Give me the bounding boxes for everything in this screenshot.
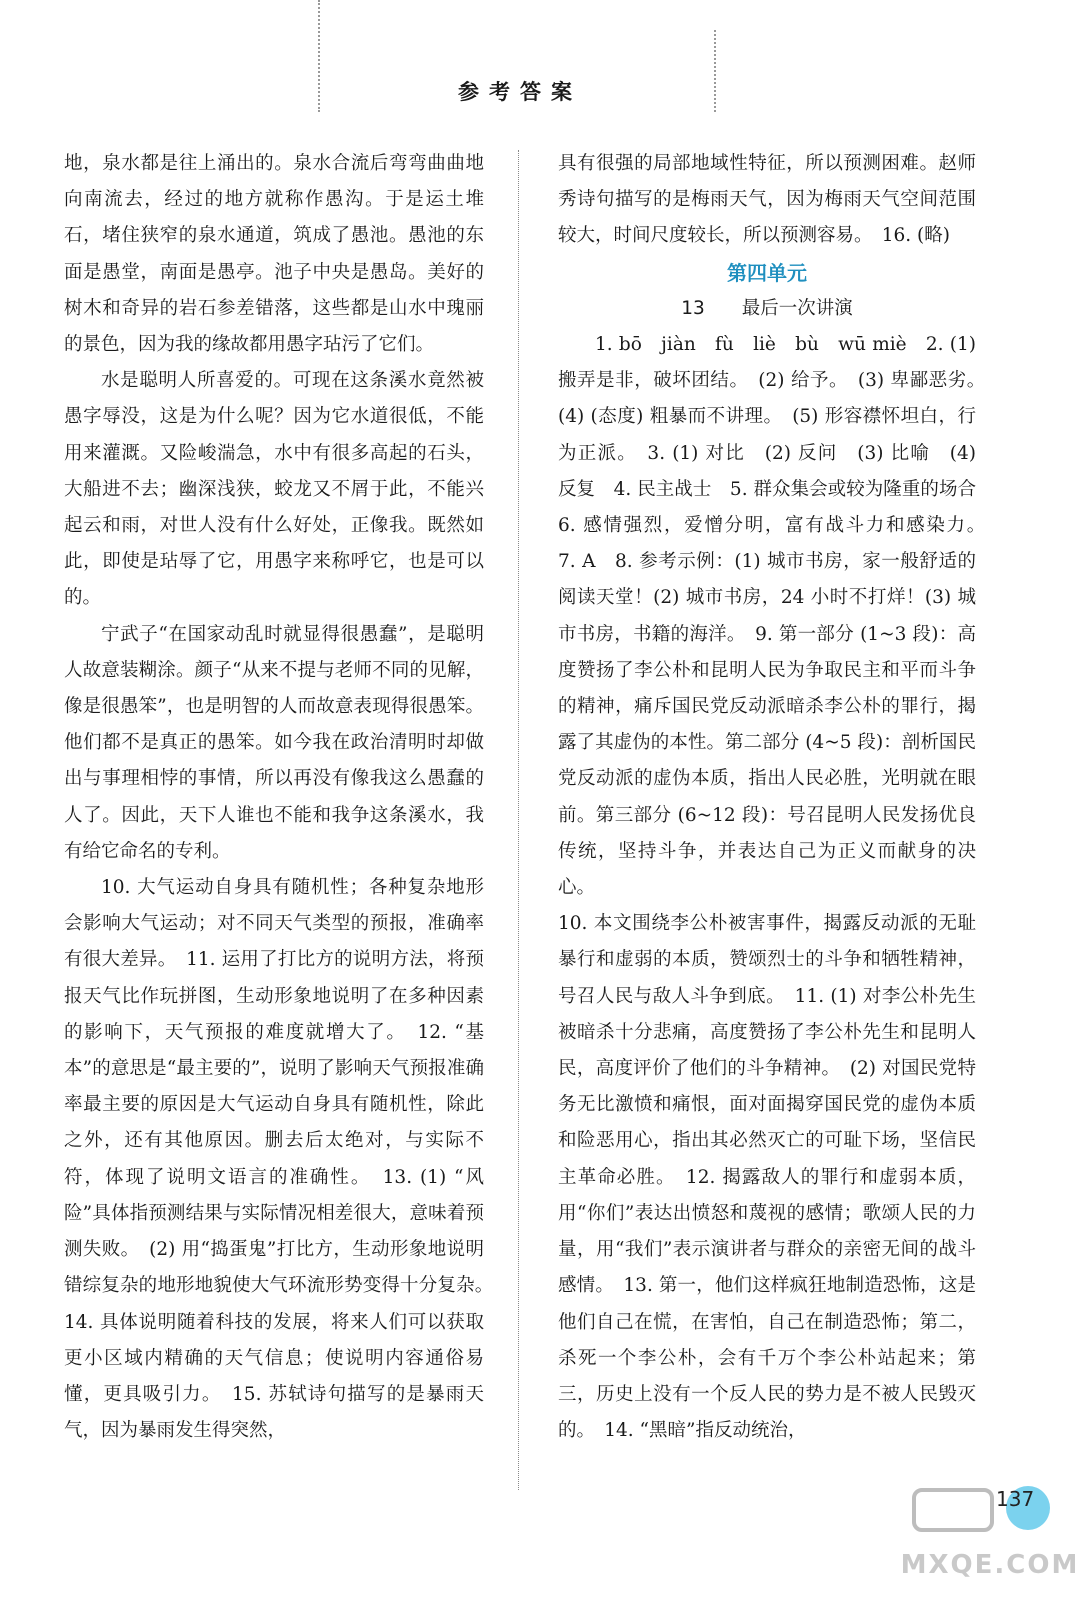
right-paragraph-2: 10. 本文围绕李公朴被害事件，揭露反动派的无耻暴行和虚弱的本质，赞颂烈士的斗争和牺牲精神，号召人民与敌人斗争到底。 11. (1) 对李公朴先生被暗杀十分悲痛，高度赞扬了李公朴先生和昆明人民，高度评价了他们的斗争精神。 (2) 对国民党特务无比激愤和痛恨，面对面揭穿国民党的虚伪本质和险恶用心，指出其必然灭亡的可耻下场，坚信民主革命必胜。 12. 揭露敌人的罪行和虚弱本质，用“你们”表达出愤怒和蔑视的感情；歌颂人民的力量，用“我们”表示演讲者与群众的亲密无间的战斗感情。 13. 第一，他们这样疯狂地制造恐怖，这是他们自己在慌，在害怕，自己在制造恐怖；第二，杀死一个李公朴，会有千万个李公朴站起来；第三，历史上没有一个反人民的势力是不被人民毁灭的。 14. “黑暗”指反动统治， — [558, 913, 976, 1442]
right-paragraph-1: 1. bō jiàn fù liè bù wū miè 2. (1) 搬弄是非，破坏团结。 (2) 给予。 (3) 卑鄙恶劣。 (4) (态度) 粗暴而不讲理。 (5) 形容襟怀坦白，行为正派。 3. (1) 对比 (2) 反问 (3) 比喻 (4) 反复 4. 民主战士 5. 群众集会或较为隆重的场合 6. 感情强烈，爱憎分明，富有战斗力和感染力。 7. A 8. 参考示例：(1) 城市书房，家一般舒适的阅读天堂！(2) 城市书房，24 小时不打烊！(3) 城市书房，书籍的海洋。 9. 第一部分 (1~3 段)：高度赞扬了李公朴和昆明人民为争取民主和平而斗争的精神，痛斥国民党反动派暗杀李公朴的罪行，揭露了其虚伪的本性。第二部分 (4~5 段)：剖析国民党反动派的虚伪本质，指出人民必胜，光明就在眼前。第三部分 (6~12 段)：号召昆明人民发扬优良传统，坚持斗争，并表达自己为正义而献身的决心。 — [558, 334, 995, 899]
left-column — [64, 146, 503, 1449]
watermark — [900, 1478, 1080, 1593]
left-paragraph-4: 10. 大气运动自身具有随机性；各种复杂地形会影响大气运动；对不同天气类型的预报，准确率有很大差异。 11. 运用了打比方的说明方法，将预报天气比作玩拼图，生动形象地说明了在多种因素的影响下，天气预报的难度就增大了。 12. “基本”的意思是“最主要的”，说明了影响天气预报准确率最主要的原因是大气运动自身具有随机性，除此之外，还有其他原因。删去后太绝对，与实际不符，体现了说明文语言的准确性。 13. (1) “风险”具体指预测结果与实际情况相差很大，意味着预测失败。 (2) 用“捣蛋鬼”打比方，生动形象地说明错综复杂的地形地貌使大气环流形势变得十分复杂。 14. 具体说明随着科技的发展，将来人们可以获取更小区域内精确的天气信息；使说明内容通俗易懂，更具吸引力。 15. 苏轼诗句描写的是暴雨天气，因为暴雨发生得突然， — [64, 877, 503, 1442]
left-paragraph-1: 地，泉水都是往上涌出的。泉水合流后弯弯曲曲地向南流去，经过的地方就称作愚沟。于是运土堆石，堵住狭窄的泉水通道，筑成了愚池。愚池的东面是愚堂，南面是愚亭。池子中央是愚岛。美好的树木和奇异的岩石参差错落，这些都是山水中瑰丽的景色，因为我的缘故都用愚字玷污了它们。 — [64, 153, 484, 356]
watermark-logo-icon — [900, 1478, 1080, 1548]
watermark-url: MXQE.COM — [900, 1550, 1080, 1580]
left-paragraph-2: 水是聪明人所喜爱的。可现在这条溪水竟然被愚字辱没，这是为什么呢？因为它水道很低，不能用来灌溉。又险峻湍急，水中有很多高起的石头，大船进不去；幽深浅狭，蛟龙又不屑于此，不能兴起云和雨，对世人没有什么好处，正像我。既然如此，即使是玷辱了它，用愚字来称呼它，也是可以的。 — [64, 370, 484, 609]
unit-heading: 第四单元 — [727, 260, 807, 285]
left-paragraph-3: 宁武子“在国家动乱时就显得很愚蠢”，是聪明人故意装糊涂。颜子“从来不提与老师不同的见解，像是很愚笨”，也是明智的人而故意表现得很愚笨。他们都不是真正的愚笨。如今我在政治清明时却做出与事理相悖的事情，所以再没有像我这么愚蠢的人了。因此，天下人谁也不能和我争这条溪水，我有给它命名的专利。 — [64, 623, 484, 862]
page-title: 参考答案 — [458, 80, 582, 104]
right-column — [558, 146, 995, 1449]
column-divider — [518, 150, 519, 1490]
lesson-heading: 13 最后一次讲演 — [681, 297, 853, 319]
page-number: 137 — [996, 1487, 1035, 1511]
right-intro-paragraph: 具有很强的局部地域性特征，所以预测困难。赵师秀诗句描写的是梅雨天气，因为梅雨天气空间范围较大，时间尺度较长，所以预测容易。 16. (略) — [558, 153, 976, 247]
